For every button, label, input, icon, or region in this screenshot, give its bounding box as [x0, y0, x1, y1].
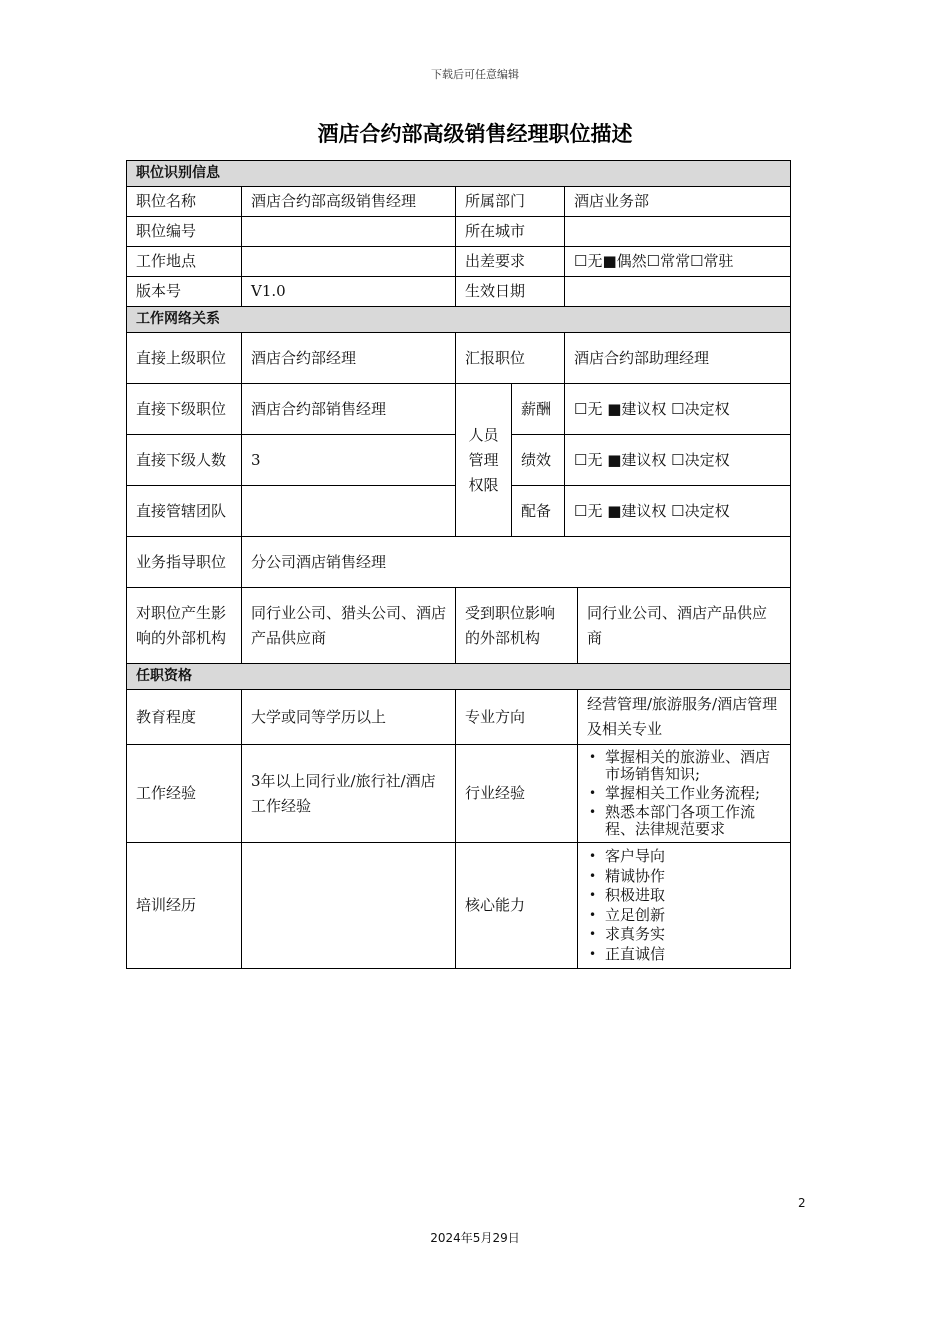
value-salary-options: ☐无 ■建议权 ☐决定权	[565, 384, 791, 435]
label-business-guidance: 业务指导职位	[127, 537, 242, 588]
label-staffing: 配备	[512, 486, 565, 537]
table-row	[127, 745, 791, 843]
value-effective-date	[565, 277, 791, 307]
section-row-identification	[127, 161, 791, 187]
label-personnel-authority: 人员管理权限	[456, 384, 512, 537]
value-education: 大学或同等学历以上	[242, 690, 456, 745]
page-number: 2	[798, 1196, 806, 1210]
footer-date: 2024年5月29日	[430, 1231, 520, 1245]
list-item: • 掌握相关工作业务流程;	[605, 785, 781, 802]
value-managed-team	[242, 486, 456, 537]
document-title: 酒店合约部高级销售经理职位描述	[317, 122, 633, 146]
label-department: 所属部门	[456, 187, 565, 217]
header-note: 下载后可任意编辑	[431, 68, 519, 81]
job-description-table	[126, 160, 791, 969]
label-managed-team: 直接管辖团队	[127, 486, 242, 537]
label-industry-experience: 行业经验	[456, 745, 578, 843]
value-direct-superior: 酒店合约部经理	[242, 333, 456, 384]
table-row	[127, 187, 791, 217]
label-subordinate-count: 直接下级人数	[127, 435, 242, 486]
value-version: V1.0	[242, 277, 456, 307]
table-row	[127, 384, 791, 435]
label-core-competency: 核心能力	[456, 843, 578, 969]
section-header-identification: 职位识别信息	[127, 161, 791, 187]
section-header-qualifications: 任职资格	[127, 664, 791, 690]
section-row-network	[127, 307, 791, 333]
table-row	[127, 588, 791, 664]
label-salary: 薪酬	[512, 384, 565, 435]
value-location	[242, 247, 456, 277]
section-row-qualifications	[127, 664, 791, 690]
label-job-title: 职位名称	[127, 187, 242, 217]
table-row	[127, 247, 791, 277]
label-job-code: 职位编号	[127, 217, 242, 247]
value-training	[242, 843, 456, 969]
label-version: 版本号	[127, 277, 242, 307]
value-major: 经营管理/旅游服务/酒店管理及相关专业	[578, 690, 791, 745]
label-direct-superior: 直接上级职位	[127, 333, 242, 384]
industry-experience-list	[587, 749, 781, 838]
value-department: 酒店业务部	[565, 187, 791, 217]
label-influenced-orgs: 对职位产生影响的外部机构	[127, 588, 242, 664]
value-business-guidance: 分公司酒店销售经理	[242, 537, 791, 588]
label-direct-subordinate: 直接下级职位	[127, 384, 242, 435]
value-job-code	[242, 217, 456, 247]
value-industry-experience	[578, 745, 791, 843]
label-training: 培训经历	[127, 843, 242, 969]
table-row	[127, 537, 791, 588]
value-job-title: 酒店合约部高级销售经理	[242, 187, 456, 217]
table-row	[127, 690, 791, 745]
value-staffing-options: ☐无 ■建议权 ☐决定权	[565, 486, 791, 537]
table-row	[127, 843, 791, 969]
value-direct-subordinate: 酒店合约部销售经理	[242, 384, 456, 435]
label-report-to: 汇报职位	[456, 333, 565, 384]
list-item: • 熟悉本部门各项工作流程、法律规范要求	[605, 804, 781, 838]
label-effective-date: 生效日期	[456, 277, 565, 307]
label-city: 所在城市	[456, 217, 565, 247]
label-education: 教育程度	[127, 690, 242, 745]
label-work-experience: 工作经验	[127, 745, 242, 843]
list-item: • 正直诚信	[605, 945, 781, 964]
label-location: 工作地点	[127, 247, 242, 277]
section-header-network: 工作网络关系	[127, 307, 791, 333]
value-influenced-orgs: 同行业公司、猎头公司、酒店产品供应商	[242, 588, 456, 664]
list-item: • 精诚协作	[605, 867, 781, 886]
value-core-competency	[578, 843, 791, 969]
value-report-to: 酒店合约部助理经理	[565, 333, 791, 384]
label-affected-orgs: 受到职位影响的外部机构	[456, 588, 578, 664]
label-major: 专业方向	[456, 690, 578, 745]
label-performance: 绩效	[512, 435, 565, 486]
label-travel: 出差要求	[456, 247, 565, 277]
list-item: • 积极进取	[605, 886, 781, 905]
list-item: • 客户导向	[605, 847, 781, 866]
value-subordinate-count: 3	[242, 435, 456, 486]
value-city	[565, 217, 791, 247]
list-item: • 求真务实	[605, 925, 781, 944]
list-item: • 立足创新	[605, 906, 781, 925]
table-row	[127, 277, 791, 307]
value-travel-options: ☐无■偶然☐常常☐常驻	[565, 247, 791, 277]
value-performance-options: ☐无 ■建议权 ☐决定权	[565, 435, 791, 486]
value-work-experience: 3年以上同行业/旅行社/酒店工作经验	[242, 745, 456, 843]
table-row	[127, 333, 791, 384]
value-affected-orgs: 同行业公司、酒店产品供应商	[578, 588, 791, 664]
table-row	[127, 217, 791, 247]
list-item: • 掌握相关的旅游业、酒店市场销售知识;	[605, 749, 781, 783]
core-competency-list	[587, 847, 781, 964]
